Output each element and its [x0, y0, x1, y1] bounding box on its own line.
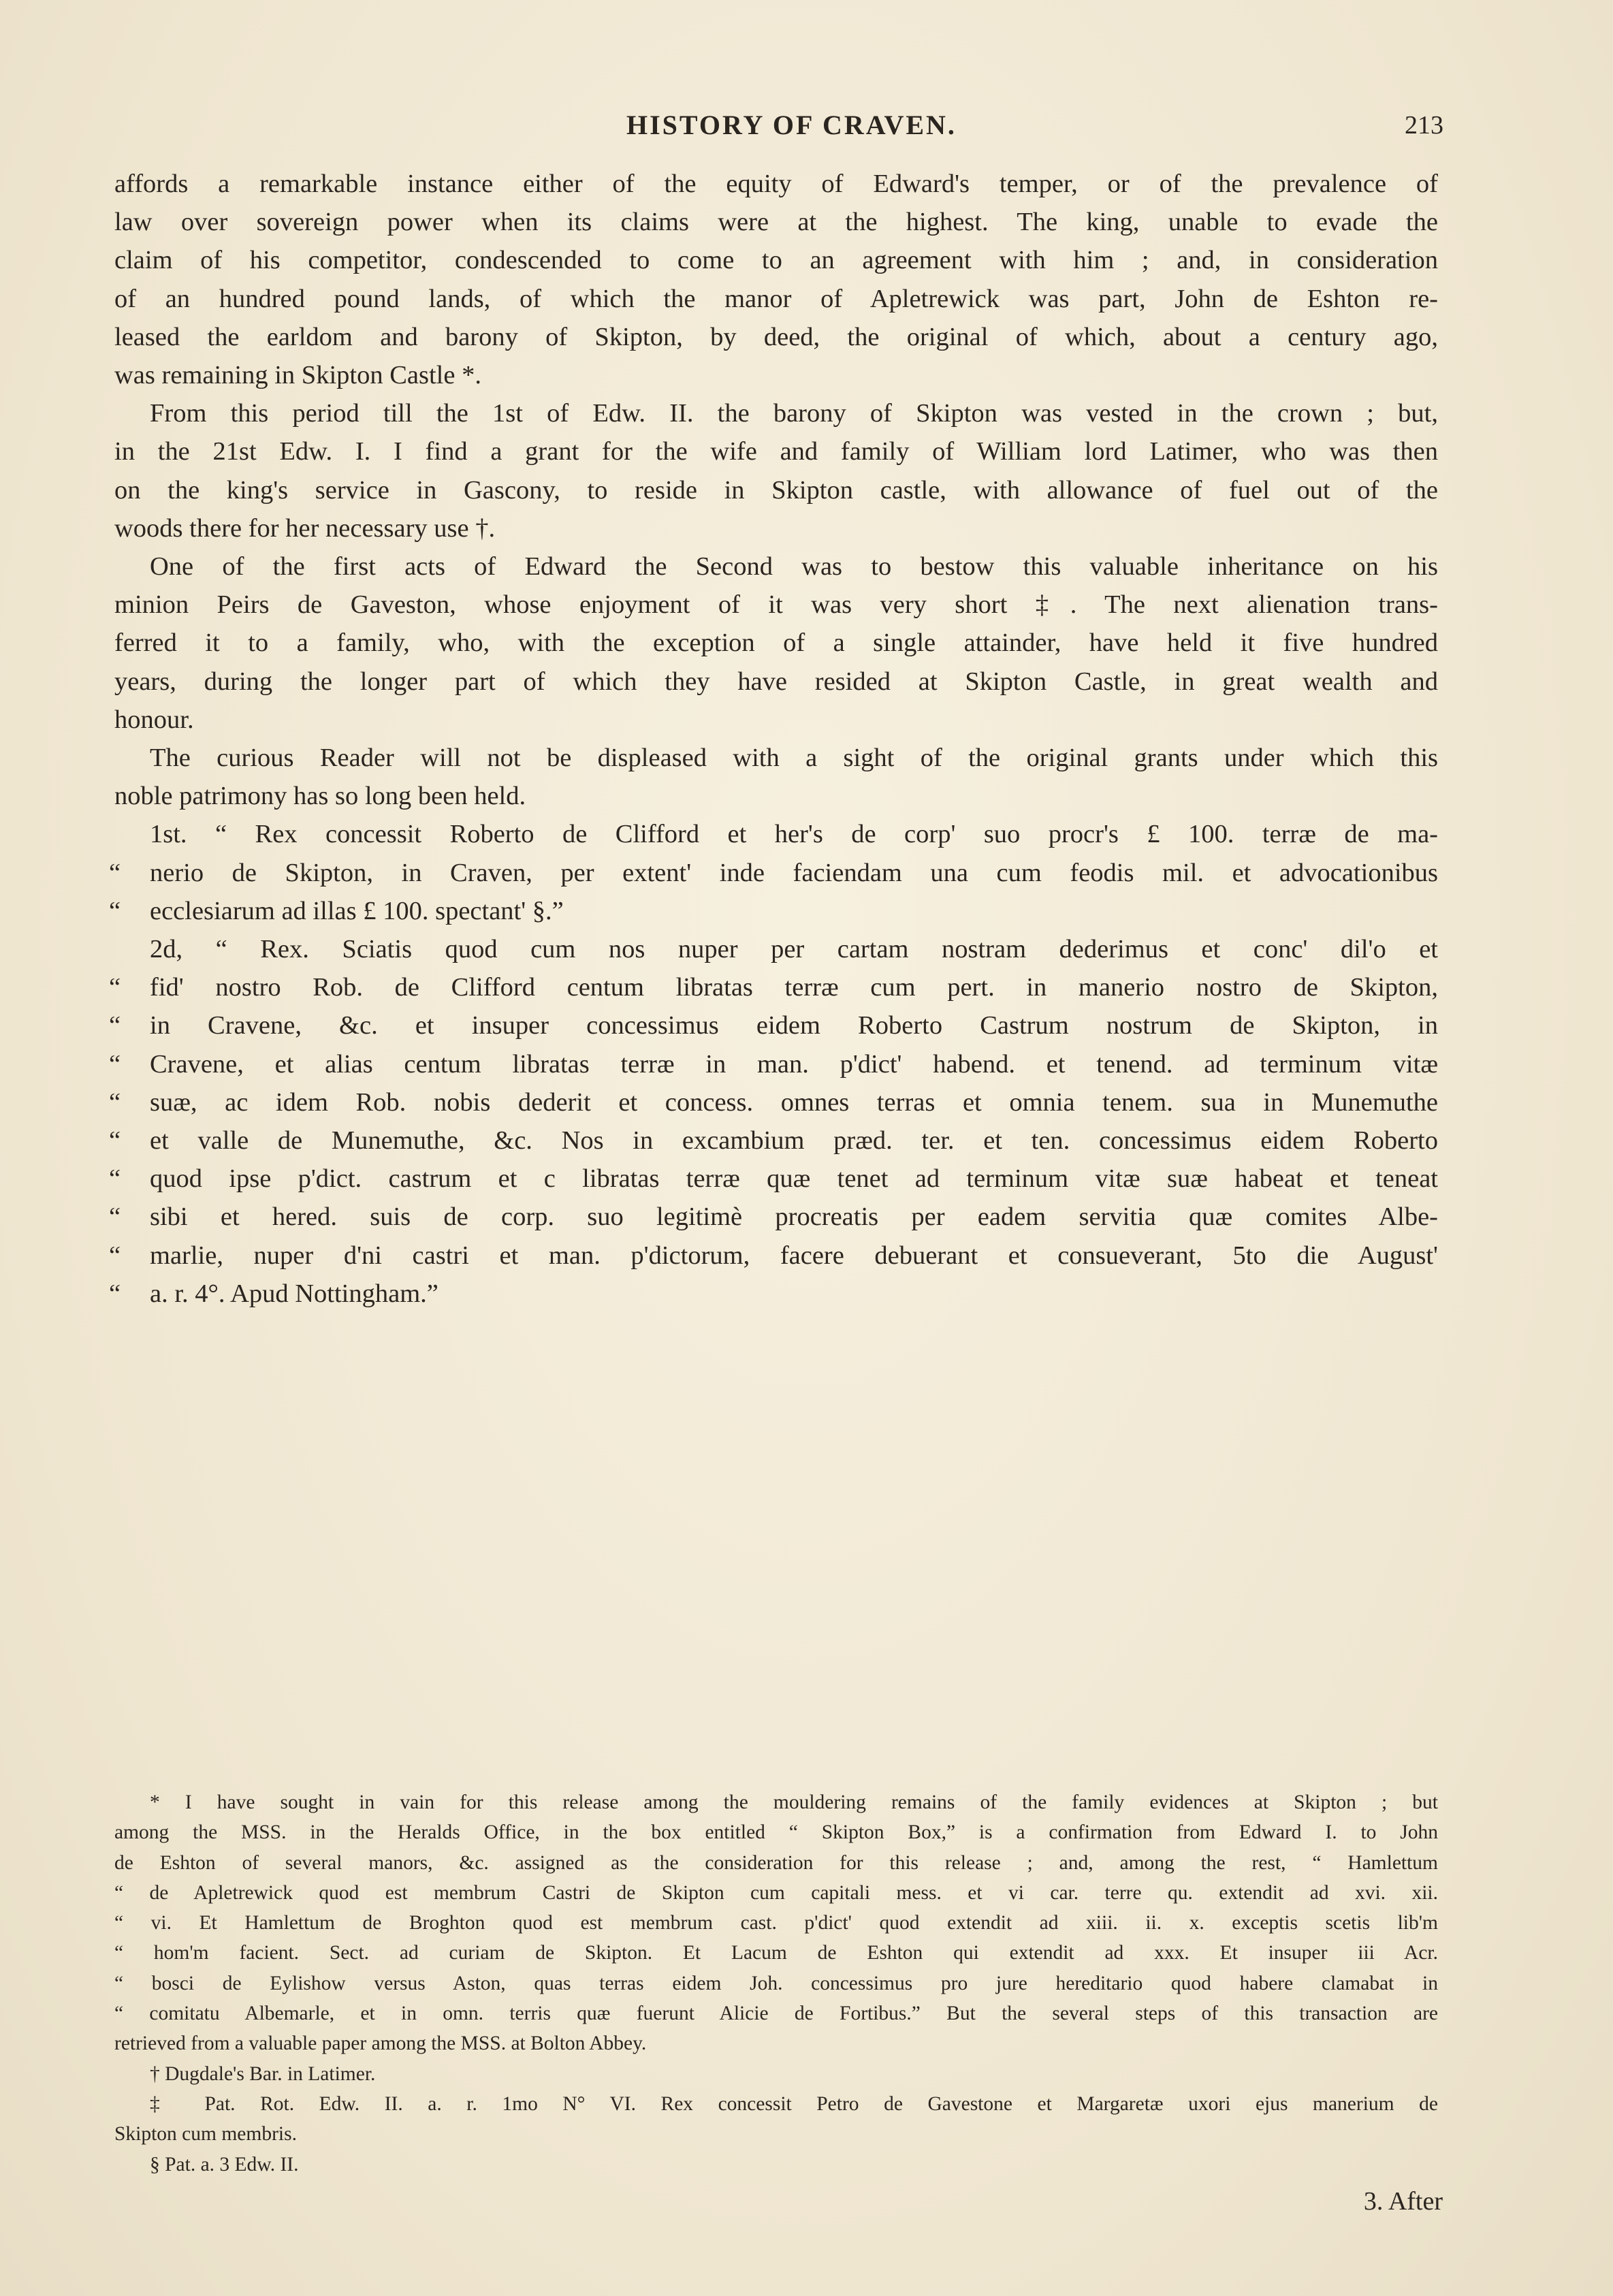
- grant-line-text: in Cravene, &c. et insuper concessimus eidem Roberto Castrum nostrum de Skipton, in: [150, 1011, 1438, 1040]
- body-line: honour.: [114, 705, 194, 734]
- grant-line: [109, 892, 1438, 930]
- body-line: woods there for her necessary use †.: [114, 513, 496, 543]
- footnote-line: “ hom'm facient. Sect. ad curiam de Skipton. Et Lacum de Eshton qui extendit ad xxx. Et insuper iii Acr.: [114, 1942, 1438, 1964]
- quote-mark: “: [109, 1126, 121, 1155]
- grant-line-text: quod ipse p'dict. castrum et c libratas terræ quæ tenet ad terminum vitæ suæ habeat et teneat: [150, 1164, 1438, 1194]
- grant-line: [109, 1237, 1438, 1275]
- body-line: From this period till the 1st of Edw. II. the barony of Skipton was vested in the crown ; but,: [150, 399, 1438, 428]
- grant-line-text: et valle de Munemuthe, &c. Nos in excambium præd. ter. et ten. concessimus eidem Roberto: [150, 1126, 1438, 1155]
- quote-mark: “: [109, 1279, 121, 1308]
- grant-line: [109, 1006, 1438, 1045]
- grant-line: [109, 1160, 1438, 1198]
- footnote-line: Skipton cum membris.: [114, 2123, 297, 2146]
- footnote-line: among the MSS. in the Heralds Office, in the box entitled “ Skipton Box,” is a confirmation from Edward I. to John: [114, 1821, 1438, 1844]
- body-text: [109, 165, 1438, 1313]
- footnote-line: “ bosci de Eylishow versus Aston, quas terras eidem Joh. concessimus pro jure hereditario quod habere clamabat in: [114, 1972, 1438, 1994]
- body-line: The curious Reader will not be displeased with a sight of the original grants under which this: [150, 744, 1438, 773]
- quote-mark: “: [109, 973, 121, 1002]
- footnote-line: “ comitatu Albemarle, et in omn. terris quæ fuerunt Alicie de Fortibus.” But the several steps of this transaction are: [114, 2003, 1438, 2025]
- grant-line-text: a. r. 4°. Apud Nottingham.”: [150, 1279, 438, 1308]
- footnote-line: de Eshton of several manors, &c. assigned as the consideration for this release ; and, among the rest, “ Hamlettum: [114, 1851, 1438, 1874]
- body-line: was remaining in Skipton Castle *.: [114, 361, 481, 390]
- footnote-line: “ vi. Et Hamlettum de Broghton quod est membrum cast. p'dict' quod extendit ad xiii. ii. x. exceptis scetis lib'm: [114, 1912, 1438, 1934]
- footnote-line: “ de Apletrewick quod est membrum Castri de Skipton cum capitali mess. et vi car. terre qu. extendit ad xvi. xii.: [114, 1881, 1438, 1904]
- body-line: of an hundred pound lands, of which the manor of Apletrewick was part, John de Eshton re-: [114, 284, 1438, 313]
- grant-line-text: nerio de Skipton, in Craven, per extent' inde faciendam una cum feodis mil. et advocationibus: [150, 858, 1438, 887]
- quote-mark: “: [109, 1202, 121, 1232]
- footnotes: [114, 1787, 1438, 2180]
- grant-line-text: marlie, nuper d'ni castri et man. p'dictorum, facere debuerant et consueverant, 5to die August': [150, 1241, 1438, 1270]
- footnote-line: † Dugdale's Bar. in Latimer.: [150, 2062, 376, 2085]
- page-number: 213: [1405, 111, 1443, 140]
- footnote-line: * I have sought in vain for this release among the mouldering remains of the family evidences at Skipton ; but: [150, 1791, 1438, 1813]
- body-line: ferred it to a family, who, with the exception of a single attainder, have held it five hundred: [114, 628, 1438, 658]
- body-line: in the 21st Edw. I. I find a grant for the wife and family of William lord Latimer, who was then: [114, 437, 1438, 466]
- grant-line: [109, 1083, 1438, 1121]
- body-line: years, during the longer part of which they have resided at Skipton Castle, in great wealth and: [114, 667, 1438, 696]
- grant-line: [109, 1121, 1438, 1160]
- body-line: affords a remarkable instance either of the equity of Edward's temper, or of the prevalence of: [114, 170, 1438, 198]
- quote-mark: “: [109, 1049, 121, 1079]
- quote-mark: “: [109, 858, 121, 887]
- footnote-line: § Pat. a. 3 Edw. II.: [150, 2153, 299, 2175]
- quote-mark: “: [109, 896, 121, 925]
- body-line: minion Peirs de Gaveston, whose enjoyment of it was very short ‡. The next alienation trans-: [114, 590, 1438, 620]
- body-line: on the king's service in Gascony, to reside in Skipton castle, with allowance of fuel out of the: [114, 475, 1438, 505]
- quote-mark: “: [109, 1164, 121, 1194]
- footnote-line: ‡ Pat. Rot. Edw. II. a. r. 1mo N° VI. Rex concessit Petro de Gavestone et Margaretæ uxori ejus manerium de: [150, 2092, 1438, 2115]
- body-line: leased the earldom and barony of Skipton, by deed, the original of which, about a century ago,: [114, 322, 1438, 351]
- body-line: noble patrimony has so long been held.: [114, 782, 526, 811]
- grant-line: 1st. “ Rex concessit Roberto de Clifford et her's de corp' suo procr's £ 100. terræ de ma-: [150, 820, 1438, 849]
- grant-line: [109, 1045, 1438, 1083]
- grant-line: [109, 854, 1438, 892]
- grant-line-text: fid' nostro Rob. de Clifford centum libratas terræ cum pert. in manerio nostro de Skipton,: [150, 973, 1438, 1002]
- quote-mark: “: [109, 1087, 121, 1117]
- grant-line-text: ecclesiarum ad illas £ 100. spectant' §.”: [150, 896, 564, 925]
- grant-line-text: suæ, ac idem Rob. nobis dederit et concess. omnes terras et omnia tenem. sua in Munemuthe: [150, 1087, 1438, 1117]
- catchword: 3. After: [1363, 2187, 1443, 2216]
- grant-line-text: sibi et hered. suis de corp. suo legitimè procreatis per eadem servitia quæ comites Albe-: [150, 1202, 1438, 1232]
- footnote-line: retrieved from a valuable paper among the MSS. at Bolton Abbey.: [114, 2032, 647, 2055]
- grant-line-text: Cravene, et alias centum libratas terræ in man. p'dict' habend. et tenend. ad terminum vitæ: [150, 1049, 1438, 1079]
- body-line: claim of his competitor, condescended to come to an agreement with him ; and, in consideration: [114, 246, 1438, 275]
- running-title: HISTORY OF CRAVEN.: [626, 110, 957, 140]
- quote-mark: “: [109, 1011, 121, 1040]
- grant-line: [109, 1275, 1438, 1313]
- quote-mark: “: [109, 1241, 121, 1270]
- grant-line: [109, 968, 1438, 1006]
- body-line: One of the first acts of Edward the Second was to bestow this valuable inheritance on his: [150, 552, 1438, 581]
- page-header: [177, 102, 1443, 150]
- body-line: law over sovereign power when its claims were at the highest. The king, unable to evade the: [114, 208, 1438, 237]
- grant-line: [109, 1198, 1438, 1236]
- grant-line: 2d, “ Rex. Sciatis quod cum nos nuper per cartam nostram dederimus et conc' dil'o et: [150, 935, 1438, 964]
